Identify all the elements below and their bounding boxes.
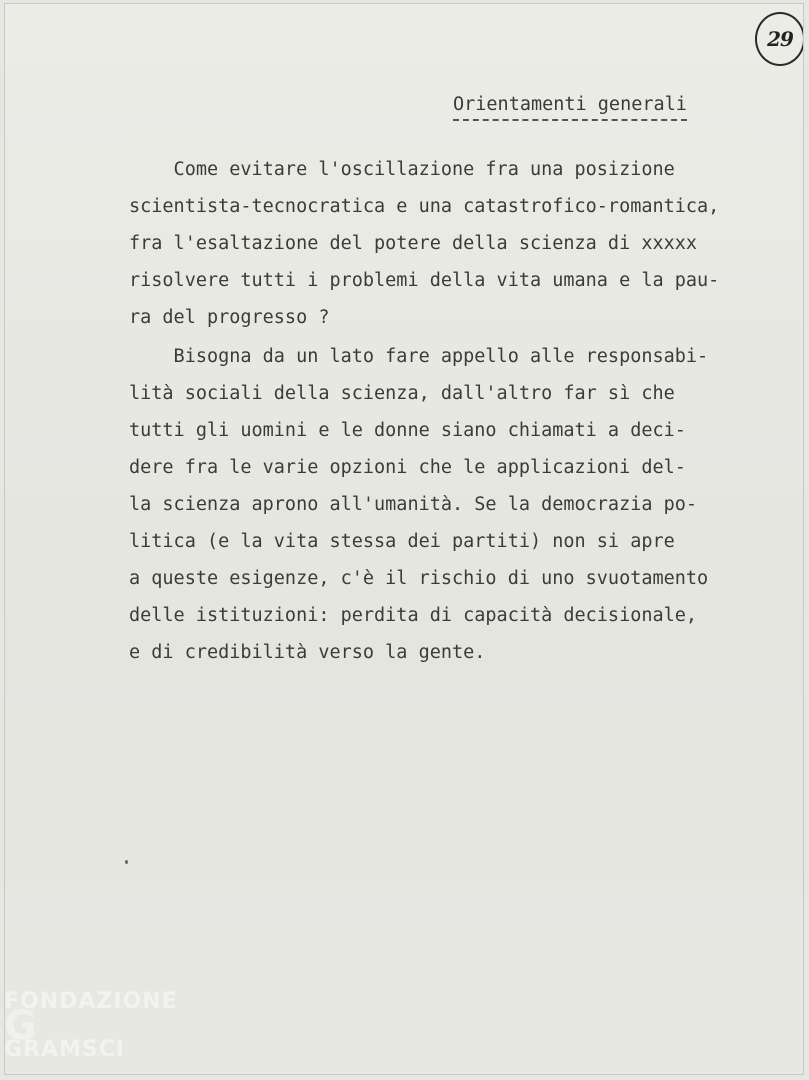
page-number: 29 <box>755 12 804 66</box>
text-line: Bisogna da un lato fare appello alle responsabi- <box>129 346 709 367</box>
text-line: fra l'esaltazione del potere della scienza di xxxxx <box>129 233 698 254</box>
text-line: scientista-tecnocratica e una catastrofico-romantica, <box>129 196 720 217</box>
watermark-logo <box>4 990 178 1062</box>
text-line: lità sociali della scienza, dall'altro far sì che <box>129 383 675 404</box>
paper-speck <box>125 860 128 864</box>
watermark-text: FONDAZIONE <box>4 989 178 1014</box>
paragraph-1 <box>129 151 719 336</box>
text-line: e di credibilità verso la gente. <box>129 642 486 663</box>
text-line: ra del progresso ? <box>129 307 330 328</box>
document-page <box>4 3 804 1075</box>
section-heading: Orientamenti generali <box>453 94 687 121</box>
text-line: a queste esigenze, c'è il rischio di uno svuotamento <box>129 568 709 589</box>
watermark-text: GRAMSCI <box>4 1037 126 1062</box>
text-line: risolvere tutti i problemi della vita umana e la pau- <box>129 270 720 291</box>
paragraph-2 <box>129 338 719 671</box>
text-line: delle istituzioni: perdita di capacità decisionale, <box>129 605 698 626</box>
watermark-initial: G <box>4 1003 38 1049</box>
text-line: litica (e la vita stessa dei partiti) non si apre <box>129 531 675 552</box>
text-line: dere fra le varie opzioni che le applicazioni del- <box>129 457 686 478</box>
text-line: Come evitare l'oscillazione fra una posizione <box>129 159 675 180</box>
text-line: tutti gli uomini e le donne siano chiamati a deci- <box>129 420 686 441</box>
body-text <box>129 151 719 671</box>
text-line: la scienza aprono all'umanità. Se la democrazia po- <box>129 494 698 515</box>
